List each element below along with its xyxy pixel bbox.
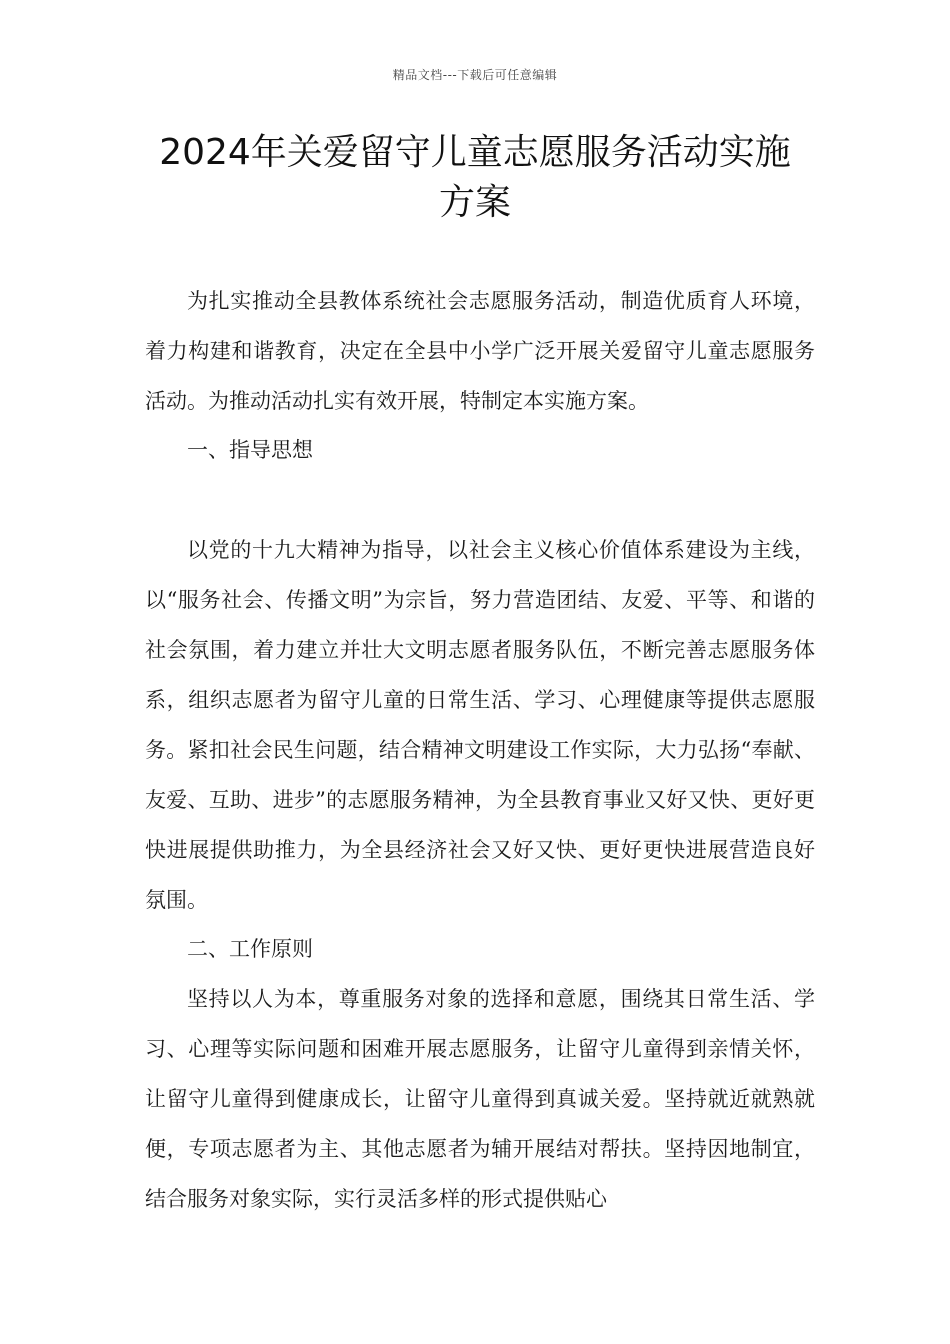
title-line-2: 方案 <box>438 182 511 223</box>
guiding-ideology-paragraph: 以党的十九大精神为指导，以社会主义核心价值体系建设为主线，以“服务社会、传播文明”为宗旨，努力营造团结、友爱、平等、和谐的社会氛围，着力建立并壮大文明志愿者服务队伍，不断完善志愿服务体系，组织志愿者为留守儿童的日常生活、学习、心理健康等提供志愿服务。紧扣社会民生问题，结合精神文明建设工作实际，大力弘扬“奉献、友爱、互助、进步”的志愿服务精神，为全县教育事业又好又快、更好更快进展提供助推力，为全县经济社会又好又快、更好更快进展营造良好氛围。 <box>145 538 815 912</box>
section-heading-guiding-ideology: 一、指导思想 <box>187 438 313 462</box>
section-heading-work-principles: 二、工作原则 <box>187 937 313 961</box>
intro-paragraph: 为扎实推动全县教体系统社会志愿服务活动，制造优质育人环境，着力构建和谐教育，决定在全县中小学广泛开展关爱留守儿童志愿服务活动。为推动活动扎实有效开展，特制定本实施方案。 <box>145 289 815 413</box>
header-note: 精品文档---下载后可任意编辑 <box>392 68 558 82</box>
work-principles-paragraph: 坚持以人为本，尊重服务对象的选择和意愿，围绕其日常生活、学习、心理等实际问题和困难开展志愿服务，让留守儿童得到亲情关怀，让留守儿童得到健康成长，让留守儿童得到真诚关爱。坚持就近就熟就便，专项志愿者为主、其他志愿者为辅开展结对帮扶。坚持因地制宜，结合服务对象实际，实行灵活多样的形式提供贴心 <box>145 987 815 1211</box>
title-line-1: 2024年关爱留守儿童志愿服务活动实施 <box>159 132 791 173</box>
document-title <box>130 128 820 228</box>
